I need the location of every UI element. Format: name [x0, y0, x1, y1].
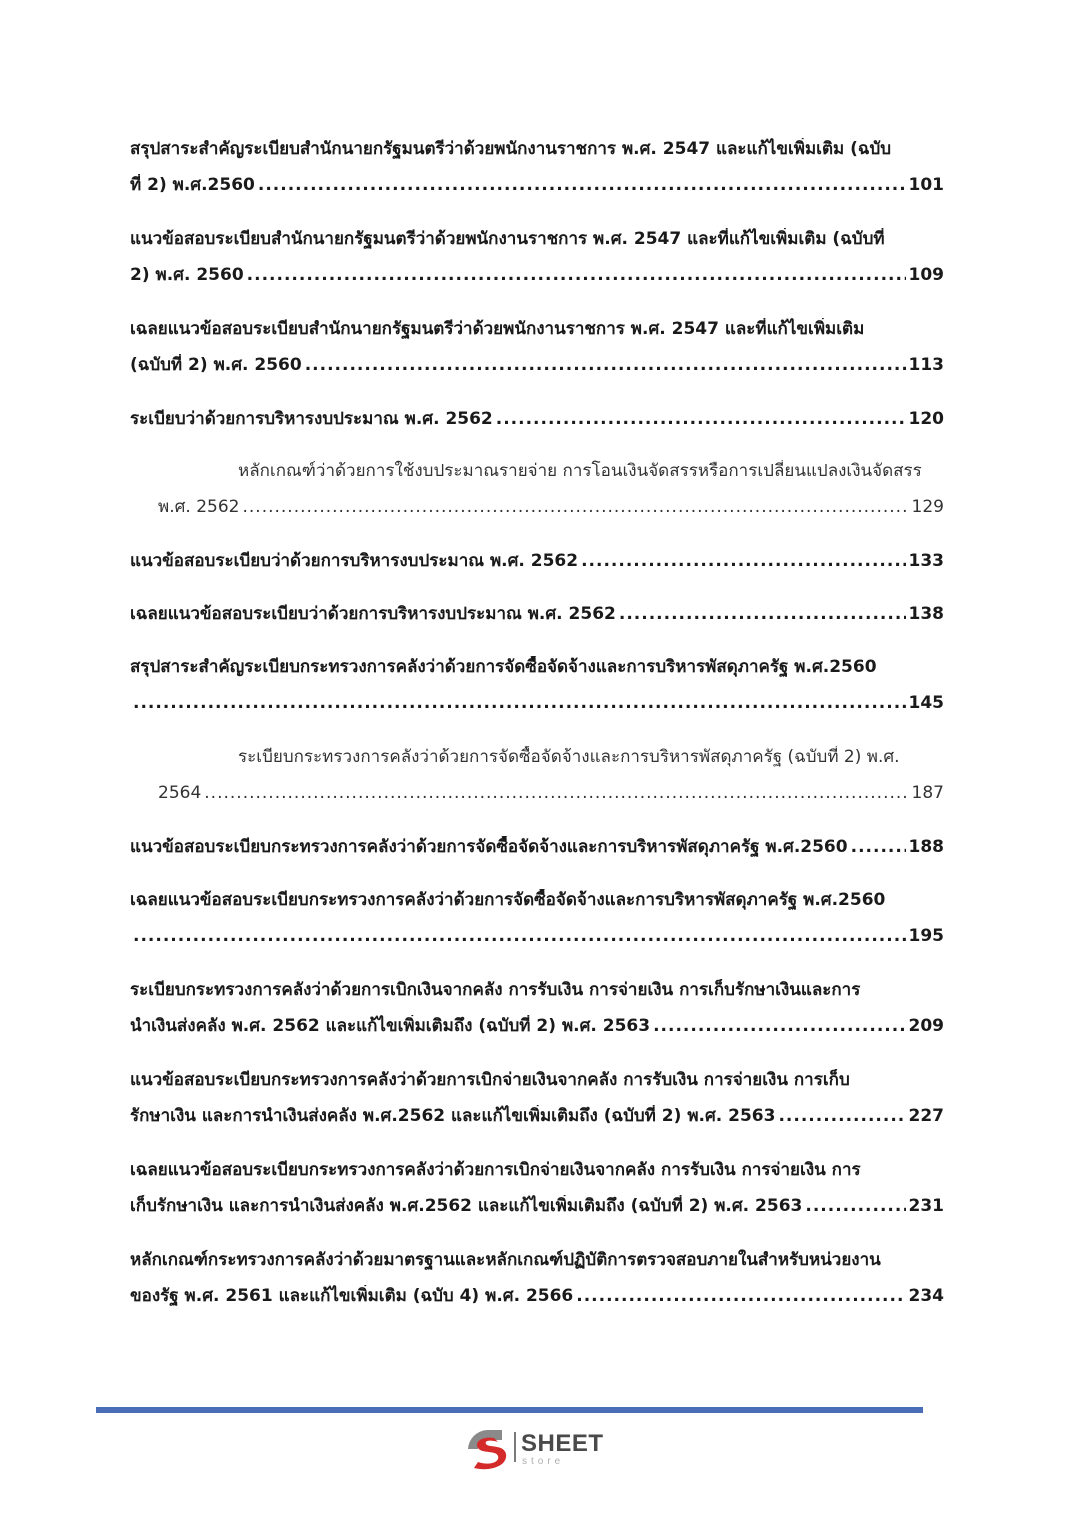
toc-page-number: 231: [908, 1196, 944, 1216]
toc-page-number: 138: [908, 604, 944, 624]
toc-page-number: 209: [908, 1016, 944, 1036]
toc-page-number: 145: [908, 693, 944, 713]
toc-entry-title-cont: ของรัฐ พ.ศ. 2561 และแก้ไขเพิ่มเติม (ฉบับ 4) พ.ศ. 2566: [130, 1286, 574, 1306]
dot-leader: [204, 782, 908, 804]
dot-leader: [778, 1105, 905, 1127]
toc-page-number: 129: [911, 497, 944, 517]
toc-page-number: 120: [908, 409, 944, 429]
toc-page-number: 109: [908, 265, 944, 285]
dot-leader: [619, 603, 906, 625]
toc-page-number: 101: [908, 175, 944, 195]
toc-page-number: 187: [911, 783, 944, 803]
toc-entry-title: แนวข้อสอบระเบียบกระทรวงการคลังว่าด้วยการเบิกจ่ายเงินจากคลัง การรับเงิน การจ่ายเงิน การเก็บ: [130, 1070, 850, 1090]
toc-entry-title-cont: ที่ 2) พ.ศ.2560: [130, 175, 255, 195]
sheet-store-logo-icon: [464, 1428, 510, 1470]
toc-page-number: 234: [908, 1286, 944, 1306]
dot-leader: [133, 925, 906, 947]
toc-entry-title: ระเบียบว่าด้วยการบริหารงบประมาณ พ.ศ. 2562: [130, 409, 493, 429]
dot-leader: [851, 836, 906, 858]
dot-leader: [133, 692, 906, 714]
toc-entry-title: เฉลยแนวข้อสอบระเบียบว่าด้วยการบริหารงบประมาณ พ.ศ. 2562: [130, 604, 616, 624]
dot-leader: [242, 496, 908, 518]
logo-wordmark: SHEET: [521, 1430, 604, 1457]
toc-entry-title: แนวข้อสอบระเบียบสำนักนายกรัฐมนตรีว่าด้วยพนักงานราชการ พ.ศ. 2547 และที่แก้ไขเพิ่มเติม (ฉบับที่: [130, 229, 885, 249]
toc-page-number: 133: [908, 551, 944, 571]
dot-leader: [805, 1195, 905, 1217]
dot-leader: [247, 264, 906, 286]
logo-subtitle: store: [522, 1456, 565, 1467]
toc-page-number: 195: [908, 926, 944, 946]
toc-entry-title: เฉลยแนวข้อสอบระเบียบสำนักนายกรัฐมนตรีว่าด้วยพนักงานราชการ พ.ศ. 2547 และที่แก้ไขเพิ่มเติม: [130, 319, 865, 339]
dot-leader: [305, 354, 906, 376]
toc-entry-title: เฉลยแนวข้อสอบระเบียบกระทรวงการคลังว่าด้วยการเบิกจ่ายเงินจากคลัง การรับเงิน การจ่ายเงิน การ: [130, 1160, 861, 1180]
toc-entry-title-cont: รักษาเงิน และการนำเงินส่งคลัง พ.ศ.2562 และแก้ไขเพิ่มเติมถึง (ฉบับที่ 2) พ.ศ. 2563: [130, 1106, 776, 1126]
toc-entry-title: สรุปสาระสำคัญระเบียบสำนักนายกรัฐมนตรีว่าด้วยพนักงานราชการ พ.ศ. 2547 และแก้ไขเพิ่มเติม (ฉบับ: [130, 139, 892, 159]
dot-leader: [496, 408, 906, 430]
toc-entry-title-cont: 2564: [158, 783, 202, 803]
dot-leader: [653, 1015, 905, 1037]
toc-page-number: 227: [908, 1106, 944, 1126]
toc-page-number: 113: [908, 355, 944, 375]
toc-entry-title-cont: นำเงินส่งคลัง พ.ศ. 2562 และแก้ไขเพิ่มเติมถึง (ฉบับที่ 2) พ.ศ. 2563: [130, 1016, 651, 1036]
dot-leader: [576, 1285, 905, 1307]
dot-leader: [258, 174, 906, 196]
toc-entry-title: หลักเกณฑ์กระทรวงการคลังว่าด้วยมาตรฐานและหลักเกณฑ์ปฏิบัติการตรวจสอบภายในสำหรับหน่วยงาน: [130, 1250, 881, 1270]
toc-entry-title: เฉลยแนวข้อสอบระเบียบกระทรวงการคลังว่าด้วยการจัดซื้อจัดจ้างและการบริหารพัสดุภาครัฐ พ.ศ.2560: [130, 890, 886, 910]
toc-entry-title: ระเบียบกระทรวงการคลังว่าด้วยการจัดซื้อจัดจ้างและการบริหารพัสดุภาครัฐ (ฉบับที่ 2) พ.ศ.: [238, 747, 900, 767]
toc-entry-title-cont: (ฉบับที่ 2) พ.ศ. 2560: [130, 355, 302, 375]
toc-entry-title: ระเบียบกระทรวงการคลังว่าด้วยการเบิกเงินจากคลัง การรับเงิน การจ่ายเงิน การเก็บรักษาเงินและการ: [130, 980, 861, 1000]
dot-leader: [581, 550, 905, 572]
logo-separator: [514, 1432, 516, 1462]
sheet-store-logo: [464, 1426, 624, 1474]
toc-page-number: 188: [908, 837, 944, 857]
toc-entry-title-cont: 2) พ.ศ. 2560: [130, 265, 244, 285]
toc-entry-title: แนวข้อสอบระเบียบว่าด้วยการบริหารงบประมาณ พ.ศ. 2562: [130, 551, 579, 571]
toc-entry-title: สรุปสาระสำคัญระเบียบกระทรวงการคลังว่าด้วยการจัดซื้อจัดจ้างและการบริหารพัสดุภาครัฐ พ.ศ.2560: [130, 657, 877, 677]
toc-entry-title-cont: เก็บรักษาเงิน และการนำเงินส่งคลัง พ.ศ.2562 และแก้ไขเพิ่มเติมถึง (ฉบับที่ 2) พ.ศ. 2563: [130, 1196, 803, 1216]
footer-divider: [96, 1407, 923, 1413]
toc-entry-title: แนวข้อสอบระเบียบกระทรวงการคลังว่าด้วยการจัดซื้อจัดจ้างและการบริหารพัสดุภาครัฐ พ.ศ.2560: [130, 837, 848, 857]
toc-entry-title-cont: พ.ศ. 2562: [158, 497, 240, 517]
toc-entry-title: หลักเกณฑ์ว่าด้วยการใช้งบประมาณรายจ่าย การโอนเงินจัดสรรหรือการเปลี่ยนแปลงเงินจัดสรร: [238, 461, 922, 481]
